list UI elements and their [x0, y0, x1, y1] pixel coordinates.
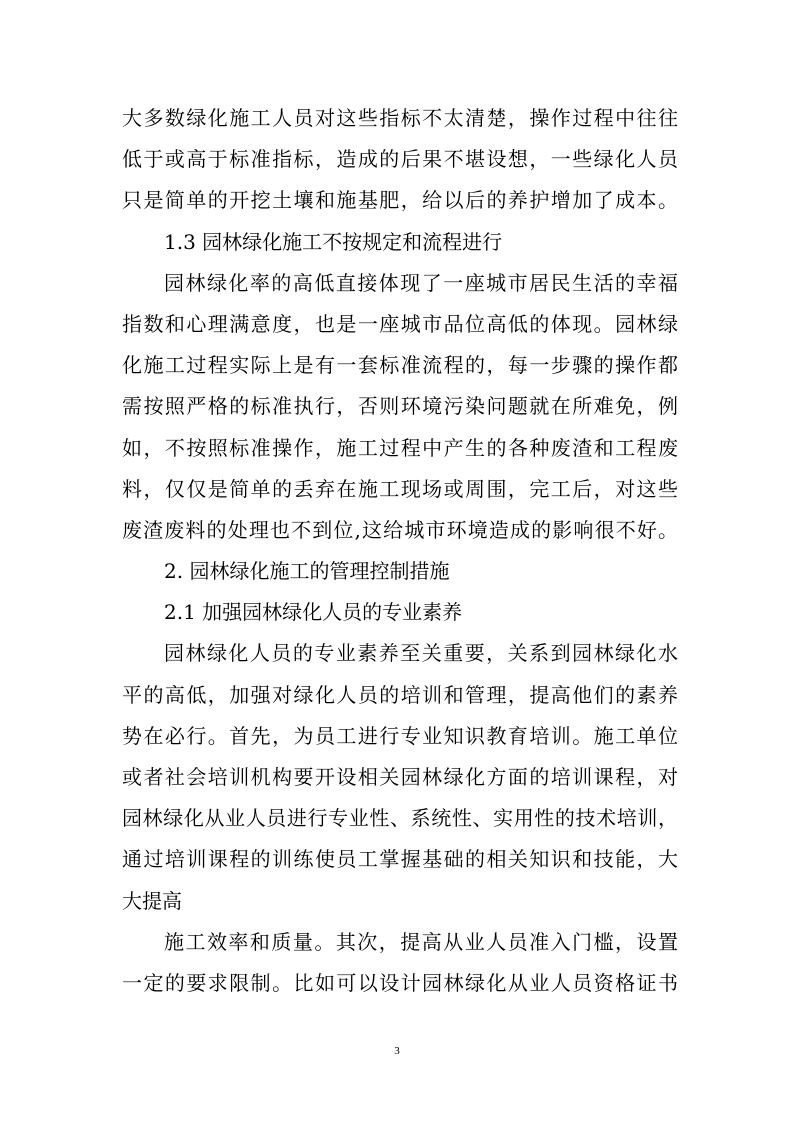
text-line: 指数和心理满意度，也是一座城市品位高低的体现。园林绿: [122, 311, 678, 336]
text-line: 低于或高于标准指标，造成的后果不堪设想，一些绿化人员: [122, 147, 678, 172]
text-line: 需按照严格的标准执行，否则环境污染问题就在所难免，例: [122, 394, 678, 419]
text-line: 一定的要求限制。比如可以设计园林绿化从业人员资格证书: [122, 970, 678, 995]
page-number: 3: [394, 1045, 400, 1057]
text-line: 料，仅仅是简单的丢弃在施工现场或周围，完工后，对这些: [122, 476, 678, 501]
section-heading-2: 2. 园林绿化施工的管理控制措施: [164, 559, 450, 584]
text-line: 大提高: [122, 888, 182, 913]
text-line: 化施工过程实际上是有一套标准流程的，每一步骤的操作都: [122, 353, 678, 378]
section-heading-2-1: 2.1 加强园林绿化人员的专业素养: [164, 600, 463, 625]
text-line: 平的高低，加强对绿化人员的培训和管理，提高他们的素养: [122, 682, 678, 707]
section-heading-1-3: 1.3 园林绿化施工不按规定和流程进行: [164, 229, 503, 254]
text-line: 废渣废料的处理也不到位,这给城市环境造成的影响很不好。: [122, 517, 678, 542]
text-line: 如，不按照标准操作，施工过程中产生的各种废渣和工程废: [122, 435, 678, 460]
text-line: 园林绿化从业人员进行专业性、系统性、实用性的技术培训，: [122, 806, 678, 831]
text-line: 或者社会培训机构要开设相关园林绿化方面的培训课程，对: [122, 765, 678, 789]
paragraph-start-line: 园林绿化人员的专业素养至关重要，关系到园林绿化水: [164, 641, 678, 666]
text-line: 大多数绿化施工人员对这些指标不太清楚，操作过程中往往: [122, 106, 678, 130]
text-line: 通过培训课程的训练使员工掌握基础的相关知识和技能，大: [122, 847, 678, 872]
text-line: 势在必行。首先，为员工进行专业知识教育培训。施工单位: [122, 723, 678, 748]
paragraph-start-line: 园林绿化率的高低直接体现了一座城市居民生活的幸福: [164, 270, 678, 295]
paragraph-start-line: 施工效率和质量。其次，提高从业人员准入门槛，设置: [164, 929, 678, 954]
body-text: [122, 98, 678, 1004]
text-line: 只是简单的开挖土壤和施基肥，给以后的养护增加了成本。: [122, 188, 678, 213]
